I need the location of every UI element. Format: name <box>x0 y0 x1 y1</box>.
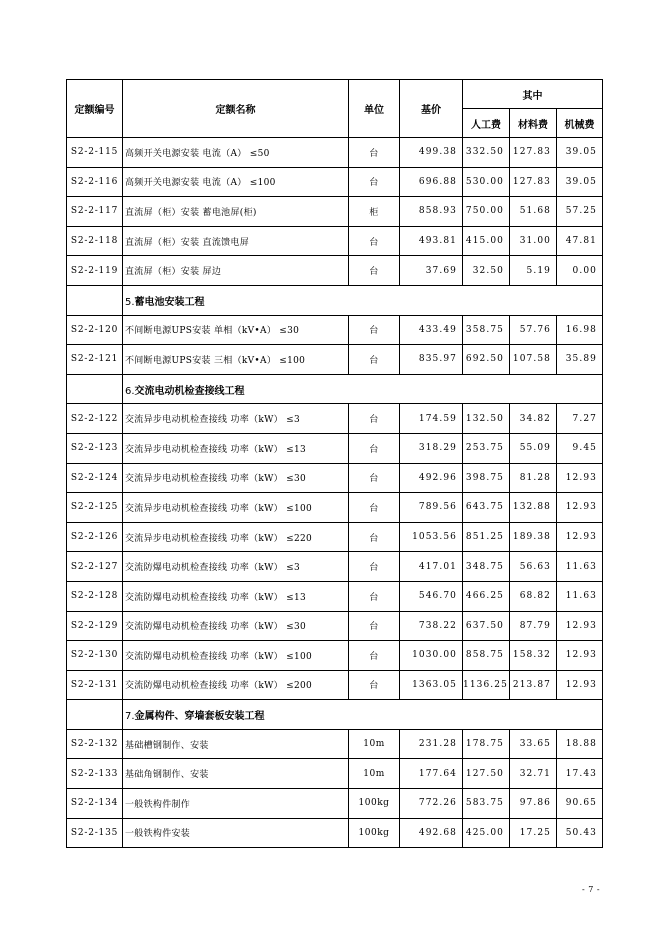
section-row <box>67 374 603 404</box>
material-cost: 213.87 <box>510 670 557 700</box>
machine-cost: 12.93 <box>557 670 603 700</box>
material-cost: 57.76 <box>510 315 557 345</box>
quota-unit: 台 <box>349 522 400 552</box>
material-cost: 33.65 <box>510 729 557 759</box>
header-base-price: 基价 <box>400 80 463 138</box>
base-price: 493.81 <box>400 226 463 256</box>
material-cost: 127.83 <box>510 167 557 197</box>
quota-unit: 台 <box>349 345 400 375</box>
machine-cost: 18.88 <box>557 729 603 759</box>
quota-name: 交流防爆电动机检查接线 功率（kW） ≤100 <box>123 641 349 671</box>
table-row <box>67 641 603 671</box>
section-number: 6. <box>125 385 135 397</box>
section-title: 金属构件、穿墙套板安装工程 <box>134 711 265 723</box>
quota-name: 一般铁构件安装 <box>123 818 349 848</box>
quota-name: 交流异步电动机检查接线 功率（kW） ≤13 <box>123 433 349 463</box>
quota-code: S2-2-122 <box>67 404 123 434</box>
labor-cost: 358.75 <box>463 315 510 345</box>
machine-cost: 11.63 <box>557 581 603 611</box>
quota-unit: 100kg <box>349 789 400 819</box>
quota-unit: 10m <box>349 729 400 759</box>
table-row <box>67 759 603 789</box>
quota-name: 一般铁构件制作 <box>123 789 349 819</box>
quota-code: S2-2-125 <box>67 493 123 523</box>
table-row <box>67 522 603 552</box>
labor-cost: 348.75 <box>463 552 510 582</box>
quota-name: 交流防爆电动机检查接线 功率（kW） ≤13 <box>123 581 349 611</box>
quota-name: 直流屏（柜）安装 屏边 <box>123 256 349 286</box>
quota-unit: 台 <box>349 138 400 168</box>
quota-code: S2-2-132 <box>67 729 123 759</box>
quota-unit: 台 <box>349 581 400 611</box>
base-price: 499.38 <box>400 138 463 168</box>
quota-name: 基础角钢制作、安装 <box>123 759 349 789</box>
machine-cost: 12.93 <box>557 463 603 493</box>
section-title: 交流电动机检查接线工程 <box>134 385 245 397</box>
machine-cost: 11.63 <box>557 552 603 582</box>
base-price: 738.22 <box>400 611 463 641</box>
machine-cost: 12.93 <box>557 522 603 552</box>
quota-name: 交流异步电动机检查接线 功率（kW） ≤30 <box>123 463 349 493</box>
table-row <box>67 404 603 434</box>
machine-cost: 39.05 <box>557 167 603 197</box>
quota-code: S2-2-135 <box>67 818 123 848</box>
quota-name: 高频开关电源安装 电流（A） ≤100 <box>123 167 349 197</box>
quota-unit: 台 <box>349 670 400 700</box>
machine-cost: 12.93 <box>557 493 603 523</box>
labor-cost: 637.50 <box>463 611 510 641</box>
machine-cost: 57.25 <box>557 197 603 227</box>
quota-code: S2-2-131 <box>67 670 123 700</box>
section-title: 蓄电池安装工程 <box>134 296 205 308</box>
section-row <box>67 700 603 730</box>
quota-unit: 100kg <box>349 818 400 848</box>
table-row <box>67 493 603 523</box>
table-row <box>67 138 603 168</box>
table-row <box>67 226 603 256</box>
base-price: 1030.00 <box>400 641 463 671</box>
labor-cost: 1136.25 <box>463 670 510 700</box>
base-price: 37.69 <box>400 256 463 286</box>
labor-cost: 750.00 <box>463 197 510 227</box>
quota-name: 不间断电源UPS安装 单相（kV•A） ≤30 <box>123 315 349 345</box>
quota-unit: 柜 <box>349 197 400 227</box>
base-price: 174.59 <box>400 404 463 434</box>
section-title-cell <box>123 374 603 404</box>
quota-name: 交流防爆电动机检查接线 功率（kW） ≤30 <box>123 611 349 641</box>
machine-cost: 17.43 <box>557 759 603 789</box>
base-price: 417.01 <box>400 552 463 582</box>
labor-cost: 32.50 <box>463 256 510 286</box>
quota-unit: 台 <box>349 167 400 197</box>
base-price: 772.26 <box>400 789 463 819</box>
base-price: 177.64 <box>400 759 463 789</box>
section-number: 7. <box>125 711 135 723</box>
machine-cost: 39.05 <box>557 138 603 168</box>
base-price: 492.68 <box>400 818 463 848</box>
quota-name: 高频开关电源安装 电流（A） ≤50 <box>123 138 349 168</box>
machine-cost: 47.81 <box>557 226 603 256</box>
material-cost: 32.71 <box>510 759 557 789</box>
quota-code: S2-2-126 <box>67 522 123 552</box>
header-code: 定额编号 <box>67 80 123 138</box>
quota-name: 交流异步电动机检查接线 功率（kW） ≤3 <box>123 404 349 434</box>
table-row <box>67 345 603 375</box>
material-cost: 17.25 <box>510 818 557 848</box>
table-row <box>67 433 603 463</box>
labor-cost: 643.75 <box>463 493 510 523</box>
table-body <box>67 138 603 848</box>
material-cost: 56.63 <box>510 552 557 582</box>
quota-code: S2-2-121 <box>67 345 123 375</box>
header-machine: 机械费 <box>557 109 603 138</box>
quota-code: S2-2-130 <box>67 641 123 671</box>
material-cost: 189.38 <box>510 522 557 552</box>
machine-cost: 9.45 <box>557 433 603 463</box>
quota-name: 交流防爆电动机检查接线 功率（kW） ≤200 <box>123 670 349 700</box>
base-price: 433.49 <box>400 315 463 345</box>
section-title-cell <box>123 700 603 730</box>
labor-cost: 692.50 <box>463 345 510 375</box>
machine-cost: 50.43 <box>557 818 603 848</box>
quota-code: S2-2-123 <box>67 433 123 463</box>
quota-unit: 台 <box>349 611 400 641</box>
quota-name: 直流屏（柜）安装 直流馈电屏 <box>123 226 349 256</box>
material-cost: 107.58 <box>510 345 557 375</box>
table-row <box>67 167 603 197</box>
table-row <box>67 581 603 611</box>
section-number: 5. <box>125 296 135 308</box>
table-row <box>67 315 603 345</box>
quota-unit: 台 <box>349 552 400 582</box>
machine-cost: 35.89 <box>557 345 603 375</box>
machine-cost: 90.65 <box>557 789 603 819</box>
base-price: 858.93 <box>400 197 463 227</box>
section-code-cell <box>67 374 123 404</box>
labor-cost: 466.25 <box>463 581 510 611</box>
labor-cost: 178.75 <box>463 729 510 759</box>
base-price: 546.70 <box>400 581 463 611</box>
quota-code: S2-2-127 <box>67 552 123 582</box>
quota-unit: 台 <box>349 641 400 671</box>
material-cost: 97.86 <box>510 789 557 819</box>
material-cost: 127.83 <box>510 138 557 168</box>
material-cost: 68.82 <box>510 581 557 611</box>
machine-cost: 16.98 <box>557 315 603 345</box>
quota-code: S2-2-115 <box>67 138 123 168</box>
quota-code: S2-2-124 <box>67 463 123 493</box>
header-name: 定额名称 <box>123 80 349 138</box>
page-number: - 7 - <box>582 885 601 894</box>
quota-name: 交流异步电动机检查接线 功率（kW） ≤100 <box>123 493 349 523</box>
quota-code: S2-2-119 <box>67 256 123 286</box>
table-row <box>67 552 603 582</box>
material-cost: 31.00 <box>510 226 557 256</box>
labor-cost: 851.25 <box>463 522 510 552</box>
quota-code: S2-2-117 <box>67 197 123 227</box>
quota-unit: 台 <box>349 493 400 523</box>
header-material: 材料费 <box>510 109 557 138</box>
table-row <box>67 789 603 819</box>
base-price: 231.28 <box>400 729 463 759</box>
quota-unit: 台 <box>349 226 400 256</box>
quota-unit: 台 <box>349 463 400 493</box>
base-price: 835.97 <box>400 345 463 375</box>
material-cost: 34.82 <box>510 404 557 434</box>
section-row <box>67 285 603 315</box>
header-labor: 人工费 <box>463 109 510 138</box>
base-price: 789.56 <box>400 493 463 523</box>
machine-cost: 12.93 <box>557 641 603 671</box>
base-price: 1053.56 <box>400 522 463 552</box>
quota-unit: 台 <box>349 256 400 286</box>
quota-unit: 台 <box>349 433 400 463</box>
quota-unit: 台 <box>349 315 400 345</box>
quota-table <box>66 79 603 848</box>
machine-cost: 0.00 <box>557 256 603 286</box>
base-price: 318.29 <box>400 433 463 463</box>
section-code-cell <box>67 285 123 315</box>
material-cost: 51.68 <box>510 197 557 227</box>
labor-cost: 398.75 <box>463 463 510 493</box>
material-cost: 81.28 <box>510 463 557 493</box>
header-of-which: 其中 <box>463 80 603 109</box>
table-row <box>67 611 603 641</box>
quota-code: S2-2-118 <box>67 226 123 256</box>
quota-code: S2-2-129 <box>67 611 123 641</box>
table-row <box>67 256 603 286</box>
quota-unit: 台 <box>349 404 400 434</box>
material-cost: 5.19 <box>510 256 557 286</box>
table-row <box>67 729 603 759</box>
table-header <box>67 80 603 138</box>
labor-cost: 425.00 <box>463 818 510 848</box>
quota-code: S2-2-133 <box>67 759 123 789</box>
material-cost: 87.79 <box>510 611 557 641</box>
labor-cost: 583.75 <box>463 789 510 819</box>
base-price: 1363.05 <box>400 670 463 700</box>
section-title-cell <box>123 285 603 315</box>
section-code-cell <box>67 700 123 730</box>
quota-name: 交流异步电动机检查接线 功率（kW） ≤220 <box>123 522 349 552</box>
material-cost: 132.88 <box>510 493 557 523</box>
table-row <box>67 818 603 848</box>
quota-unit: 10m <box>349 759 400 789</box>
labor-cost: 253.75 <box>463 433 510 463</box>
base-price: 696.88 <box>400 167 463 197</box>
quota-name: 交流防爆电动机检查接线 功率（kW） ≤3 <box>123 552 349 582</box>
material-cost: 158.32 <box>510 641 557 671</box>
labor-cost: 530.00 <box>463 167 510 197</box>
labor-cost: 132.50 <box>463 404 510 434</box>
quota-code: S2-2-116 <box>67 167 123 197</box>
quota-code: S2-2-120 <box>67 315 123 345</box>
quota-name: 不间断电源UPS安装 三相（kV•A） ≤100 <box>123 345 349 375</box>
labor-cost: 415.00 <box>463 226 510 256</box>
labor-cost: 332.50 <box>463 138 510 168</box>
quota-code: S2-2-134 <box>67 789 123 819</box>
header-unit: 单位 <box>349 80 400 138</box>
quota-name: 基础槽钢制作、安装 <box>123 729 349 759</box>
machine-cost: 7.27 <box>557 404 603 434</box>
table-row <box>67 670 603 700</box>
quota-code: S2-2-128 <box>67 581 123 611</box>
labor-cost: 858.75 <box>463 641 510 671</box>
base-price: 492.96 <box>400 463 463 493</box>
machine-cost: 12.93 <box>557 611 603 641</box>
quota-name: 直流屏（柜）安装 蓄电池屏(柜) <box>123 197 349 227</box>
labor-cost: 127.50 <box>463 759 510 789</box>
table-row <box>67 463 603 493</box>
material-cost: 55.09 <box>510 433 557 463</box>
table-row <box>67 197 603 227</box>
